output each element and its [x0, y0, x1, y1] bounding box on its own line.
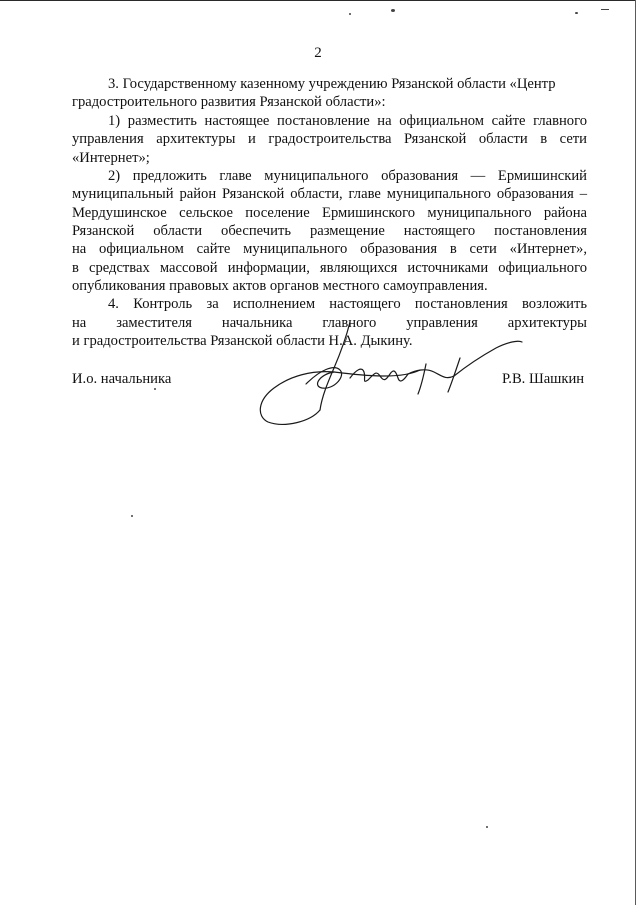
- handwritten-signature: [250, 318, 530, 430]
- scan-speck: [575, 12, 578, 14]
- paragraph-3-line-2: градостроительного развития Рязанской области»:: [72, 94, 386, 110]
- item-1-line-1: 1) разместить настоящее постановление на официальном сайте главного: [108, 113, 587, 129]
- page-number: 2: [314, 45, 322, 61]
- item-1-line-3: «Интернет»;: [72, 150, 150, 166]
- scan-speck: [131, 515, 133, 517]
- item-2-line-3: Мердушинское сельское поселение Ермишинского муниципального района: [72, 205, 587, 221]
- scan-speck: [349, 13, 351, 15]
- scan-speck: [486, 826, 488, 828]
- scan-speck: [154, 388, 156, 390]
- paragraph-3-line-1: 3. Государственному казенному учреждению Рязанской области «Центр: [108, 76, 556, 92]
- paragraph-4-line-1: 4. Контроль за исполнением настоящего постановления возложить: [108, 296, 587, 312]
- scan-top-edge: [0, 0, 636, 1]
- scan-right-edge: [635, 0, 636, 905]
- item-2-line-1: 2) предложить главе муниципального образования — Ермишинский: [108, 168, 587, 184]
- item-2-line-6: в средствах массовой информации, являющихся источниками официального: [72, 260, 587, 276]
- item-2-line-7: опубликования правовых актов органов местного самоуправления.: [72, 278, 488, 294]
- item-2-line-5: на официальном сайте муниципального образования в сети «Интернет»,: [72, 241, 587, 257]
- scan-speck: [601, 9, 609, 10]
- item-2-line-2: муниципальный район Рязанской области, главе муниципального образования –: [72, 186, 587, 202]
- paragraph-4-line-2: на заместителя начальника главного управления архитектуры: [72, 315, 587, 331]
- item-2-line-4: Рязанской области обеспечить размещение настоящего постановления: [72, 223, 587, 239]
- scan-speck: [391, 9, 395, 12]
- position-title: И.о. начальника: [72, 371, 172, 387]
- item-1-line-2: управления архитектуры и градостроительства Рязанской области в сети: [72, 131, 587, 147]
- paragraph-4-line-3: и градостроительства Рязанской области Н.А. Дыкину.: [72, 333, 413, 349]
- signatory-name: Р.В. Шашкин: [502, 371, 585, 387]
